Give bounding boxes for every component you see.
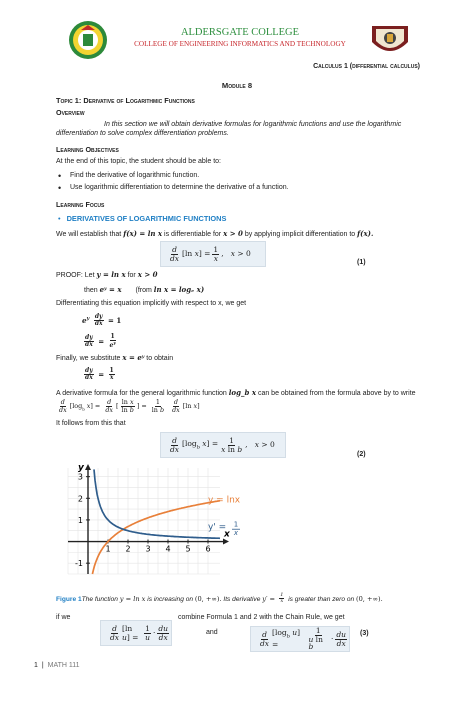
y-tick-label: 3 [77, 472, 83, 482]
equation-3a: $\frac{d}{dx}$ [ln u] = $\frac{1}{u}$ · $\frac{du}{dx}$ [100, 620, 172, 646]
objectives-heading: Learning Objectives [56, 145, 119, 154]
x-axis-label: x [224, 529, 230, 540]
combine-text: combine Formula 1 and 2 with the Chain Rule, we get [178, 614, 345, 621]
reciprocal-label-den: x [233, 529, 239, 538]
y-tick-label: 2 [77, 494, 83, 504]
y-tick-label: -1 [75, 559, 83, 569]
general-eq: $\frac{d}{dx}$ [$\log_b$ x] = $\frac{d}{dx}$ [ $\frac{\text{ln x}}{\text{ln b}}$ ] = $\frac{1}{\text{ln b}}$ $\frac{d}{dx}$ [ln x] [59, 398, 200, 414]
reciprocal-curve-label: y' = [208, 522, 227, 533]
course-title: Calculus 1 (differential calculus) [313, 63, 420, 70]
equation-3b: $\frac{d}{dx}$ [$\log_b$ u] = $\frac{1}{\text{u ln b}}$ · $\frac{du}{dx}$ [250, 626, 350, 652]
equation-1: $\frac{d}{dx}$ [ln x] = $\frac{1}{x}$ , x > 0 [160, 241, 266, 267]
finally-line: Finally, we substitute x = eʸ to obtain [56, 353, 174, 362]
overview-text: In this section we will obtain derivative formulas for logarithmic functions and use the logarithmic differentiation to solve complex differentiation problems. [56, 121, 402, 137]
figure-label: Figure 1 [56, 595, 82, 603]
module-title: Module 8 [221, 81, 253, 90]
x-tick-label: 1 [105, 544, 111, 554]
dydx-eq: $\frac{dy}{dx}$ = $\frac{1}{e^y}$ [85, 333, 116, 350]
result-eq: $\frac{dy}{dx}$ = $\frac{1}{x}$ [85, 367, 114, 382]
focus-bullet-row: • DERIVATIVES OF LOGARITHMIC FUNCTIONS [58, 214, 227, 223]
x-tick-label: 4 [165, 544, 171, 554]
objective-item: • Find the derivative of logarithmic function. [56, 172, 289, 181]
equation-3-label: (3) [360, 630, 369, 637]
college-name: ALDERSGATE COLLEGE [180, 27, 300, 38]
y-axis-arrow [85, 464, 91, 470]
then-line: then eʸ = x (from ln x = logₑ x) [84, 285, 205, 294]
x-tick-label: 2 [125, 544, 131, 554]
reciprocal-label-num: 1 [233, 520, 239, 529]
overview-heading: Overview [56, 108, 85, 117]
x-tick-label: 5 [185, 544, 191, 554]
objectives-intro: At the end of this topic, the student should be able to: [56, 158, 222, 165]
footer-course: MATH 111 [47, 662, 80, 669]
equation-2: $\frac{d}{dx}$ [$\log_b$ x] = $\frac{1}{\text{x ln b}}$ , x > 0 [160, 432, 286, 458]
focus-heading: Learning Focus [56, 200, 105, 209]
left-logo [68, 20, 108, 60]
y-axis-label: y [78, 463, 84, 473]
topic-title: Topic 1: Derivative of Logarithmic Functions [56, 96, 195, 105]
focus-bullet: DERIVATIVES OF LOGARITHMIC FUNCTIONS [66, 214, 227, 223]
implicit-eq: $e^y$ $\frac{dy}{dx}$ = 1 [82, 313, 122, 328]
right-logo [368, 20, 412, 60]
equation-2-label: (2) [357, 451, 366, 458]
equation-1-label: (1) [357, 259, 366, 266]
objectives-list [56, 172, 289, 193]
y-tick-label: 1 [77, 515, 83, 525]
differentiate-line: Differentiating this equation implicitly with respect to x, we get [56, 300, 247, 307]
department-name: COLLEGE OF ENGINEERING INFORMATICS AND TECHNOLOGY [134, 40, 346, 48]
general-line: A derivative formula for the general logarithmic function log_b x can be obtained from the formula above by to write [56, 388, 416, 397]
and-text: and [206, 629, 218, 636]
follows-line: It follows from this that [56, 420, 126, 427]
log-function-chart [50, 462, 265, 582]
x-tick-label: 3 [145, 544, 151, 554]
figure-caption: Figure 1The function y = ln x is increasing on (0, +∞). Its derivative y′ = $\frac{1}{x}$ is greater than zero on (0, +∞). [56, 592, 383, 605]
ifwe-text: if we [56, 614, 71, 621]
intro-line: We will establish that f(x) = ln x is differentiable for x > 0 by applying implicit differentiation to f(x). [56, 229, 374, 238]
proof-line: PROOF: Let y = ln x for x > 0 [56, 270, 158, 279]
x-tick-label: 6 [205, 544, 211, 554]
page-number: 1 [34, 662, 38, 669]
footer: 1 | MATH 111 [34, 662, 80, 669]
ln-curve-label: y = lnx [208, 495, 241, 506]
objective-item: • Use logarithmic differentiation to determine the derivative of a function. [56, 184, 289, 193]
